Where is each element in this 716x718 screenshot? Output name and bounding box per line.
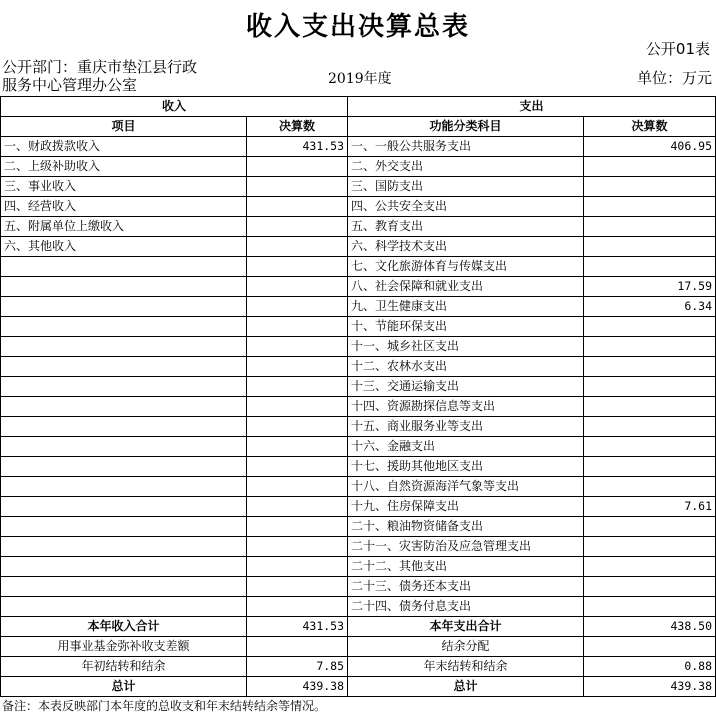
income-item-cell: 四、经营收入 [1,197,247,217]
expense-section-header: 支出 [348,97,716,117]
income-item-cell: 一、财政拨款收入 [1,137,247,157]
expense-item-cell: 十八、自然资源海洋气象等支出 [348,477,584,497]
expense-item-cell: 十六、金融支出 [348,437,584,457]
income-item-cell [1,317,247,337]
grand-total-row [1,677,716,697]
expense-value-cell [584,417,716,437]
table-row [1,157,716,177]
income-item-cell [1,537,247,557]
fund-value [247,637,348,657]
income-value-cell [247,157,348,177]
expense-value-cell: 6.34 [584,297,716,317]
fund-row [1,637,716,657]
income-item-cell [1,577,247,597]
expense-value-cell [584,517,716,537]
income-value-cell: 431.53 [247,137,348,157]
income-value-cell [247,337,348,357]
fund-label: 用事业基金弥补收支差额 [1,637,247,657]
expense-value-cell: 17.59 [584,277,716,297]
income-total-label: 本年收入合计 [1,617,247,637]
income-section-header: 收入 [1,97,348,117]
expense-total-label: 本年支出合计 [348,617,584,637]
expense-item-cell: 四、公共安全支出 [348,197,584,217]
income-item-cell: 三、事业收入 [1,177,247,197]
income-item-cell: 五、附属单位上缴收入 [1,217,247,237]
expense-item-cell: 三、国防支出 [348,177,584,197]
expense-value-cell [584,217,716,237]
table-row [1,377,716,397]
table-row [1,577,716,597]
unit-label: 单位：万元 [636,69,712,87]
income-value-cell [247,317,348,337]
grand-total-income-value: 439.38 [247,677,348,697]
income-value-cell [247,517,348,537]
report-title: 收入支出决算总表 [245,12,470,42]
expense-item-cell: 一、一般公共服务支出 [348,137,584,157]
fiscal-year: 2019年度 [328,71,392,87]
expense-item-cell: 十三、交通运输支出 [348,377,584,397]
expense-value-cell [584,237,716,257]
table-row [1,177,716,197]
income-value-cell [247,597,348,617]
beginning-balance-value: 7.85 [247,657,348,677]
expense-value-cell [584,437,716,457]
grand-total-expense-label: 总计 [348,677,584,697]
expense-value-cell [584,477,716,497]
expense-value-cell [584,597,716,617]
income-value-cell [247,417,348,437]
income-item-cell [1,517,247,537]
expense-item-cell: 十五、商业服务业等支出 [348,417,584,437]
table-row [1,417,716,437]
expense-item-cell: 二、外交支出 [348,157,584,177]
expense-item-cell: 十七、援助其他地区支出 [348,457,584,477]
expense-item-cell: 十二、农林水支出 [348,357,584,377]
income-value-cell [247,257,348,277]
expense-item-cell: 六、科学技术支出 [348,237,584,257]
expense-total-value: 438.50 [584,617,716,637]
expense-item-cell: 二十一、灾害防治及应急管理支出 [348,537,584,557]
expense-value-cell [584,257,716,277]
table-row [1,277,716,297]
expense-item-cell: 十四、资源勘探信息等支出 [348,397,584,417]
income-value-cell [247,497,348,517]
income-item-cell [1,297,247,317]
expense-item-cell: 十、节能环保支出 [348,317,584,337]
expense-value-cell [584,537,716,557]
income-value-cell [247,437,348,457]
expense-item-cell: 九、卫生健康支出 [348,297,584,317]
income-value-cell [247,177,348,197]
table-row [1,477,716,497]
income-item-cell: 二、上级补助收入 [1,157,247,177]
income-value-cell [247,237,348,257]
expense-amount-column-header: 决算数 [584,117,716,137]
table-row [1,137,716,157]
table-row [1,557,716,577]
carryover-row [1,657,716,677]
table-row [1,497,716,517]
item-column-header: 项目 [1,117,247,137]
income-value-cell [247,477,348,497]
function-category-column-header: 功能分类科目 [348,117,584,137]
expense-value-cell [584,157,716,177]
table-row [1,297,716,317]
table-row [1,517,716,537]
expense-item-cell: 十一、城乡社区支出 [348,337,584,357]
budget-table [0,96,716,697]
income-value-cell [247,277,348,297]
table-row [1,217,716,237]
table-row [1,437,716,457]
table-row [1,357,716,377]
table-row [1,457,716,477]
department-name [2,58,197,94]
table-row [1,257,716,277]
income-item-cell [1,397,247,417]
income-value-cell [247,377,348,397]
ending-balance-value: 0.88 [584,657,716,677]
income-item-cell [1,597,247,617]
expense-item-cell: 二十三、债务还本支出 [348,577,584,597]
grand-total-expense-value: 439.38 [584,677,716,697]
income-value-cell [247,557,348,577]
expense-value-cell [584,577,716,597]
table-row [1,597,716,617]
expense-item-cell: 八、社会保障和就业支出 [348,277,584,297]
table-row [1,397,716,417]
expense-item-cell: 十九、住房保障支出 [348,497,584,517]
expense-value-cell: 7.61 [584,497,716,517]
income-value-cell [247,217,348,237]
income-item-cell [1,257,247,277]
income-value-cell [247,457,348,477]
expense-value-cell [584,317,716,337]
footnote: 备注：本表反映部门本年度的总收支和年末结转结余等情况。 [2,699,327,713]
income-item-cell [1,557,247,577]
income-value-cell [247,357,348,377]
expense-item-cell: 七、文化旅游体育与传媒支出 [348,257,584,277]
table-row [1,197,716,217]
expense-item-cell: 二十、粮油物资储备支出 [348,517,584,537]
expense-item-cell: 二十四、债务付息支出 [348,597,584,617]
column-header-row [1,117,716,137]
expense-value-cell [584,357,716,377]
department-line-2: 服务中心管理办公室 [2,76,138,94]
annual-total-row [1,617,716,637]
allocation-value [584,637,716,657]
income-value-cell [247,537,348,557]
expense-value-cell [584,177,716,197]
expense-value-cell [584,197,716,217]
income-total-value: 431.53 [247,617,348,637]
income-item-cell [1,417,247,437]
income-amount-column-header: 决算数 [247,117,348,137]
expense-value-cell [584,337,716,357]
expense-value-cell [584,377,716,397]
grand-total-income-label: 总计 [1,677,247,697]
table-row [1,337,716,357]
ending-balance-label: 年末结转和结余 [348,657,584,677]
department-line-1: 公开部门：重庆市垫江县行政 [2,58,198,76]
income-item-cell [1,477,247,497]
income-value-cell [247,577,348,597]
income-item-cell: 六、其他收入 [1,237,247,257]
table-row [1,237,716,257]
expense-value-cell: 406.95 [584,137,716,157]
income-item-cell [1,497,247,517]
allocation-label: 结余分配 [348,637,584,657]
expense-item-cell: 五、教育支出 [348,217,584,237]
income-item-cell [1,337,247,357]
table-row [1,537,716,557]
section-header-row [1,97,716,117]
expense-item-cell: 二十二、其他支出 [348,557,584,577]
income-item-cell [1,457,247,477]
beginning-balance-label: 年初结转和结余 [1,657,247,677]
income-item-cell [1,357,247,377]
table-row [1,317,716,337]
income-item-cell [1,277,247,297]
income-value-cell [247,197,348,217]
income-item-cell [1,437,247,457]
expense-value-cell [584,557,716,577]
income-value-cell [247,297,348,317]
form-code: 公开01表 [645,40,710,58]
income-item-cell [1,377,247,397]
expense-value-cell [584,397,716,417]
expense-value-cell [584,457,716,477]
income-value-cell [247,397,348,417]
